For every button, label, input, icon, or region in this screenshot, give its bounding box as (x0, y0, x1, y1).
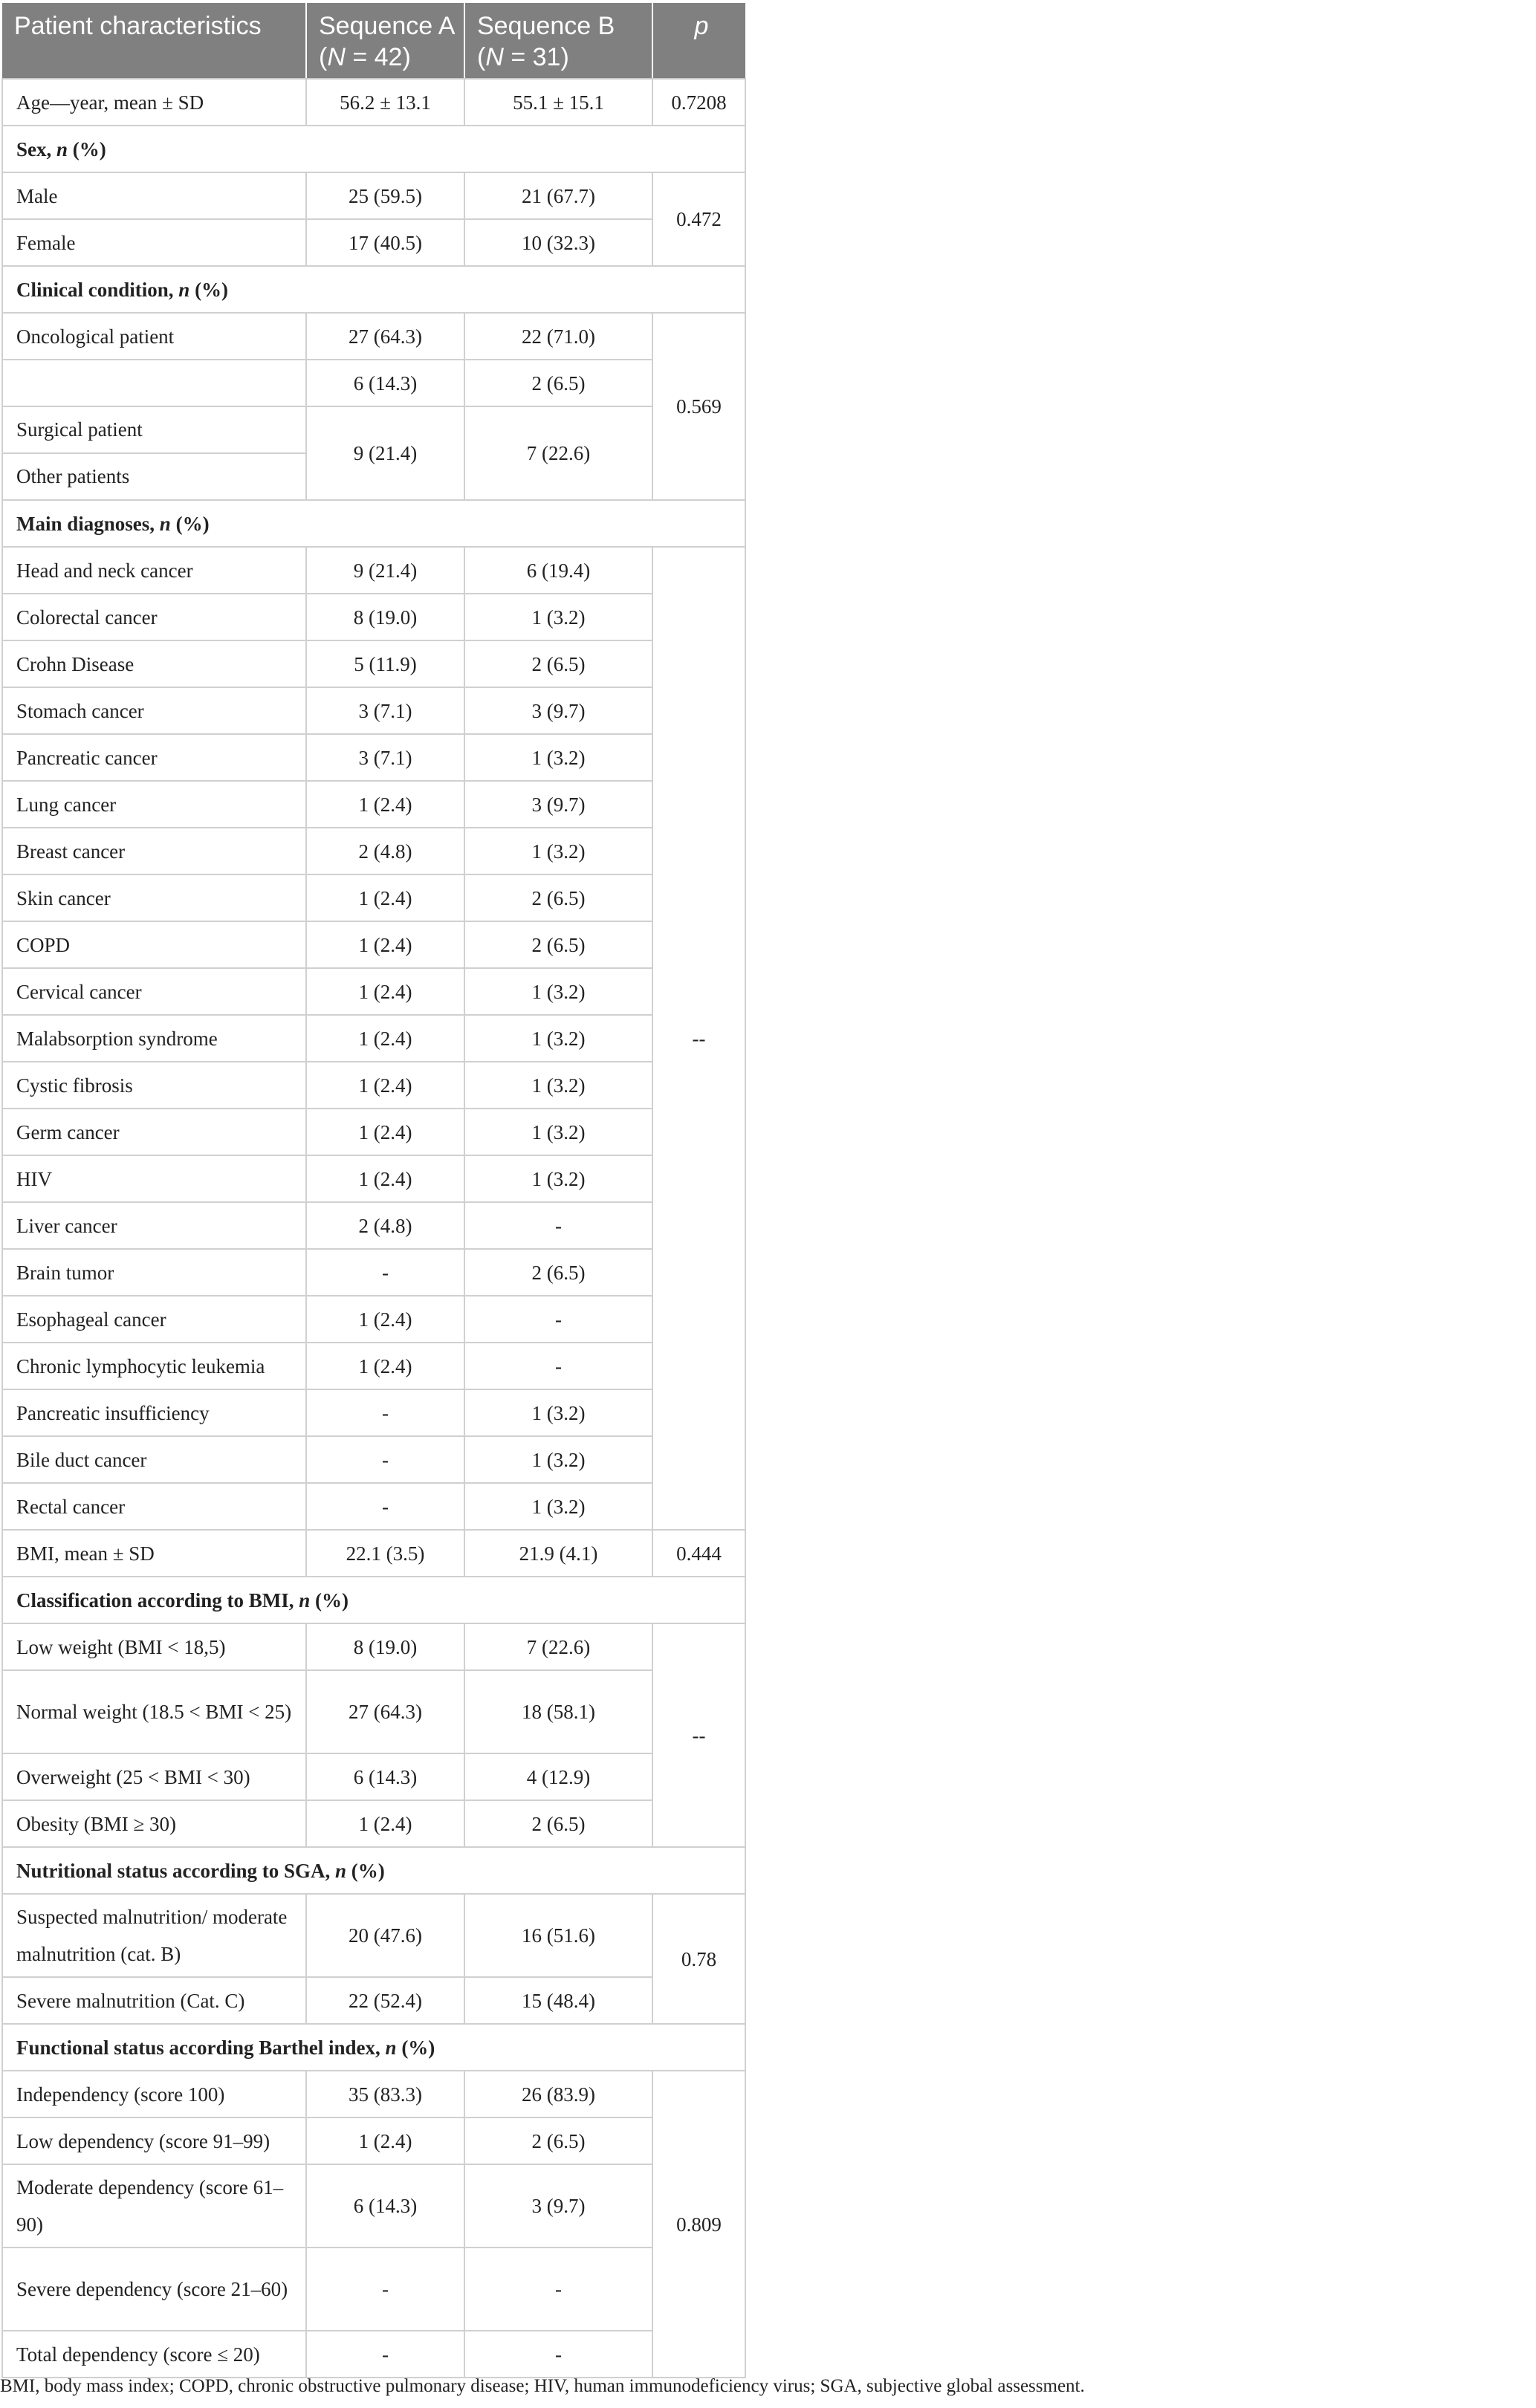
seq-a-value: - (306, 2331, 464, 2378)
barthel-p-value: 0.809 (652, 2071, 745, 2378)
seq-a-value: 3 (7.1) (306, 687, 464, 734)
table-row (2, 360, 745, 406)
seq-a-value: 35 (83.3) (306, 2071, 464, 2117)
table-row (2, 781, 745, 828)
seq-b-value: 3 (9.7) (464, 687, 652, 734)
bmi-seq-a: 22.1 (3.5) (306, 1530, 464, 1577)
seq-b-value: 1 (3.2) (464, 1389, 652, 1436)
row-label: Bile duct cancer (2, 1436, 306, 1483)
bmi-p-value: 0.444 (652, 1530, 745, 1577)
row-label: Rectal cancer (2, 1483, 306, 1530)
clinical-section-title: Clinical condition, n (%) (2, 266, 745, 313)
table-row (2, 1670, 745, 1753)
table-row (2, 921, 745, 968)
seq-a-value: 20 (47.6) (306, 1894, 464, 1977)
seq-a-value: 27 (64.3) (306, 1670, 464, 1753)
seq-a-value: 1 (2.4) (306, 921, 464, 968)
table-row (2, 547, 745, 594)
bmi-seq-b: 21.9 (4.1) (464, 1530, 652, 1577)
table-row (2, 219, 745, 266)
bmi-label: BMI, mean ± SD (2, 1530, 306, 1577)
seq-a-value: 5 (11.9) (306, 640, 464, 687)
merged-label-cell (2, 406, 306, 500)
seq-a-value: 1 (2.4) (306, 1296, 464, 1343)
table-header-row (2, 3, 745, 79)
table-row (2, 594, 745, 640)
seq-b-value: 1 (3.2) (464, 1109, 652, 1155)
seq-a-value: 1 (2.4) (306, 1800, 464, 1847)
table-row (2, 2071, 745, 2117)
seq-b-value: 22 (71.0) (464, 313, 652, 360)
row-label: Cystic fibrosis (2, 1062, 306, 1109)
seq-b-value: 7 (22.6) (464, 1623, 652, 1670)
seq-a-value: 27 (64.3) (306, 313, 464, 360)
table-row (2, 874, 745, 921)
seq-b-value: 4 (12.9) (464, 1753, 652, 1800)
table-row (2, 1296, 745, 1343)
header-patient-characteristics: Patient characteristics (2, 3, 306, 79)
seq-a-value: 6 (14.3) (306, 1753, 464, 1800)
table-row (2, 687, 745, 734)
bmi-class-p-value: -- (652, 1623, 745, 1847)
other-patients-label: Other patients (16, 465, 130, 487)
age-seq-a: 56.2 ± 13.1 (306, 79, 464, 126)
seq-a-value: 1 (2.4) (306, 1109, 464, 1155)
table-row (2, 2331, 745, 2378)
seq-b-value: 18 (58.1) (464, 1670, 652, 1753)
row-label: Cervical cancer (2, 968, 306, 1015)
seq-b-value: 1 (3.2) (464, 828, 652, 874)
row-label: Moderate dependency (score 61–90) (2, 2164, 306, 2248)
table-row (2, 172, 745, 219)
row-label: Low weight (BMI < 18,5) (2, 1623, 306, 1670)
seq-b-value: 10 (32.3) (464, 219, 652, 266)
seq-a-value: 6 (14.3) (306, 2164, 464, 2248)
section-header-row (2, 2024, 745, 2071)
bmi-class-section-title: Classification according to BMI, n (%) (2, 1577, 745, 1623)
section-header-row (2, 126, 745, 172)
table-row (2, 1015, 745, 1062)
table-row (2, 1753, 745, 1800)
row-label: Female (2, 219, 306, 266)
table-row (2, 828, 745, 874)
seq-b-value: 21 (67.7) (464, 172, 652, 219)
sex-section-title: Sex, n (%) (2, 126, 745, 172)
row-label: Lung cancer (2, 781, 306, 828)
row-label: Obesity (BMI ≥ 30) (2, 1800, 306, 1847)
diagnoses-p-value: -- (652, 547, 745, 1530)
row-label: Suspected malnutrition/ moderate malnutrition (cat. B) (2, 1894, 306, 1977)
row-label: Pancreatic insufficiency (2, 1389, 306, 1436)
table-row (2, 2164, 745, 2248)
seq-a-value: 1 (2.4) (306, 1343, 464, 1389)
seq-a-value: - (306, 1389, 464, 1436)
table-row (2, 1977, 745, 2024)
table-row (2, 640, 745, 687)
seq-b-value: 2 (6.5) (464, 1249, 652, 1296)
seq-a-value: 1 (2.4) (306, 2117, 464, 2164)
seq-b-value: 7 (22.6) (464, 406, 652, 500)
diagnoses-section-title: Main diagnoses, n (%) (2, 500, 745, 547)
surgical-patient-label: Surgical patient (3, 407, 305, 454)
row-label (2, 360, 306, 406)
seq-a-value: 2 (4.8) (306, 1202, 464, 1249)
header-sequence-a: Sequence A (N = 42) (306, 3, 464, 79)
row-label: Overweight (25 < BMI < 30) (2, 1753, 306, 1800)
table-row (2, 1530, 745, 1577)
seq-b-value: 1 (3.2) (464, 1062, 652, 1109)
seq-b-value: 6 (19.4) (464, 547, 652, 594)
row-label: COPD (2, 921, 306, 968)
row-label: Severe dependency (score 21–60) (2, 2248, 306, 2331)
seq-b-value: 1 (3.2) (464, 1483, 652, 1530)
row-label: Brain tumor (2, 1249, 306, 1296)
row-label: Stomach cancer (2, 687, 306, 734)
seq-b-value: 1 (3.2) (464, 1155, 652, 1202)
seq-b-value: 3 (9.7) (464, 781, 652, 828)
table-row (2, 1800, 745, 1847)
table-row (2, 1483, 745, 1530)
row-label: Liver cancer (2, 1202, 306, 1249)
seq-b-value: 1 (3.2) (464, 1436, 652, 1483)
seq-b-value: - (464, 2331, 652, 2378)
clinical-p-value: 0.569 (652, 313, 745, 500)
seq-a-value: 8 (19.0) (306, 1623, 464, 1670)
section-header-row (2, 266, 745, 313)
section-header-row (2, 1577, 745, 1623)
row-label: Independency (score 100) (2, 2071, 306, 2117)
seq-b-value: 3 (9.7) (464, 2164, 652, 2248)
seq-b-value: 1 (3.2) (464, 968, 652, 1015)
table-row (2, 2117, 745, 2164)
seq-b-value: - (464, 1202, 652, 1249)
seq-a-value: 8 (19.0) (306, 594, 464, 640)
row-label: Oncological patient (2, 313, 306, 360)
table-row (2, 1202, 745, 1249)
seq-a-value: - (306, 1436, 464, 1483)
table-row (2, 1436, 745, 1483)
table-row (2, 313, 745, 360)
row-label: HIV (2, 1155, 306, 1202)
table-footnote: BMI, body mass index; COPD, chronic obstructive pulmonary disease; HIV, human immunodeficiency virus; SGA, subjective global assessment. (0, 2376, 1085, 2396)
row-label: Male (2, 172, 306, 219)
seq-b-value: 2 (6.5) (464, 360, 652, 406)
table-row (2, 1109, 745, 1155)
row-label: Germ cancer (2, 1109, 306, 1155)
sex-p-value: 0.472 (652, 172, 745, 266)
row-label: Total dependency (score ≤ 20) (2, 2331, 306, 2378)
row-label: Normal weight (18.5 < BMI < 25) (2, 1670, 306, 1753)
seq-a-value: - (306, 1483, 464, 1530)
seq-a-value: 6 (14.3) (306, 360, 464, 406)
section-header-row (2, 500, 745, 547)
table-row (2, 968, 745, 1015)
seq-a-value: 1 (2.4) (306, 874, 464, 921)
age-p-value: 0.7208 (652, 79, 745, 126)
age-seq-b: 55.1 ± 15.1 (464, 79, 652, 126)
table-row (2, 79, 745, 126)
seq-a-value: 1 (2.4) (306, 1155, 464, 1202)
seq-a-value: 1 (2.4) (306, 1015, 464, 1062)
seq-b-value: 16 (51.6) (464, 1894, 652, 1977)
seq-a-value: 9 (21.4) (306, 547, 464, 594)
seq-a-value: 17 (40.5) (306, 219, 464, 266)
header-p-value: p (652, 3, 745, 79)
seq-b-value: 26 (83.9) (464, 2071, 652, 2117)
row-label: Head and neck cancer (2, 547, 306, 594)
seq-a-value: 25 (59.5) (306, 172, 464, 219)
seq-b-value: 2 (6.5) (464, 640, 652, 687)
seq-b-value: 2 (6.5) (464, 1800, 652, 1847)
seq-b-value: 2 (6.5) (464, 2117, 652, 2164)
seq-a-value: 22 (52.4) (306, 1977, 464, 2024)
barthel-section-title: Functional status according Barthel index, n (%) (2, 2024, 745, 2071)
seq-b-value: 1 (3.2) (464, 594, 652, 640)
table-row (2, 1343, 745, 1389)
seq-b-value: - (464, 2248, 652, 2331)
row-label: Breast cancer (2, 828, 306, 874)
row-label: Malabsorption syndrome (2, 1015, 306, 1062)
seq-b-value: 2 (6.5) (464, 874, 652, 921)
section-header-row (2, 1847, 745, 1894)
age-label: Age—year, mean ± SD (2, 79, 306, 126)
seq-b-value: - (464, 1296, 652, 1343)
seq-a-value: - (306, 1249, 464, 1296)
row-label: Chronic lymphocytic leukemia (2, 1343, 306, 1389)
table-row (2, 1623, 745, 1670)
header-sequence-b: Sequence B (N = 31) (464, 3, 652, 79)
table-row (2, 1249, 745, 1296)
table-row (2, 406, 745, 500)
row-label: Severe malnutrition (Cat. C) (2, 1977, 306, 2024)
row-label: Esophageal cancer (2, 1296, 306, 1343)
table-row (2, 734, 745, 781)
seq-b-value: 15 (48.4) (464, 1977, 652, 2024)
seq-b-value: 1 (3.2) (464, 1015, 652, 1062)
seq-b-value: - (464, 1343, 652, 1389)
seq-a-value: 2 (4.8) (306, 828, 464, 874)
table-row (2, 1155, 745, 1202)
row-label: Skin cancer (2, 874, 306, 921)
sga-section-title: Nutritional status according to SGA, n (%) (2, 1847, 745, 1894)
row-label: Low dependency (score 91–99) (2, 2117, 306, 2164)
row-label: Crohn Disease (2, 640, 306, 687)
table-row (2, 2248, 745, 2331)
patient-characteristics-table (1, 3, 746, 2378)
sga-p-value: 0.78 (652, 1894, 745, 2024)
row-label: Pancreatic cancer (2, 734, 306, 781)
table-row (2, 1062, 745, 1109)
table-row (2, 1389, 745, 1436)
seq-a-value: 9 (21.4) (306, 406, 464, 500)
seq-a-value: 3 (7.1) (306, 734, 464, 781)
seq-a-value: - (306, 2248, 464, 2331)
row-label: Colorectal cancer (2, 594, 306, 640)
table-row (2, 1894, 745, 1977)
seq-b-value: 1 (3.2) (464, 734, 652, 781)
seq-a-value: 1 (2.4) (306, 781, 464, 828)
seq-b-value: 2 (6.5) (464, 921, 652, 968)
seq-a-value: 1 (2.4) (306, 968, 464, 1015)
seq-a-value: 1 (2.4) (306, 1062, 464, 1109)
